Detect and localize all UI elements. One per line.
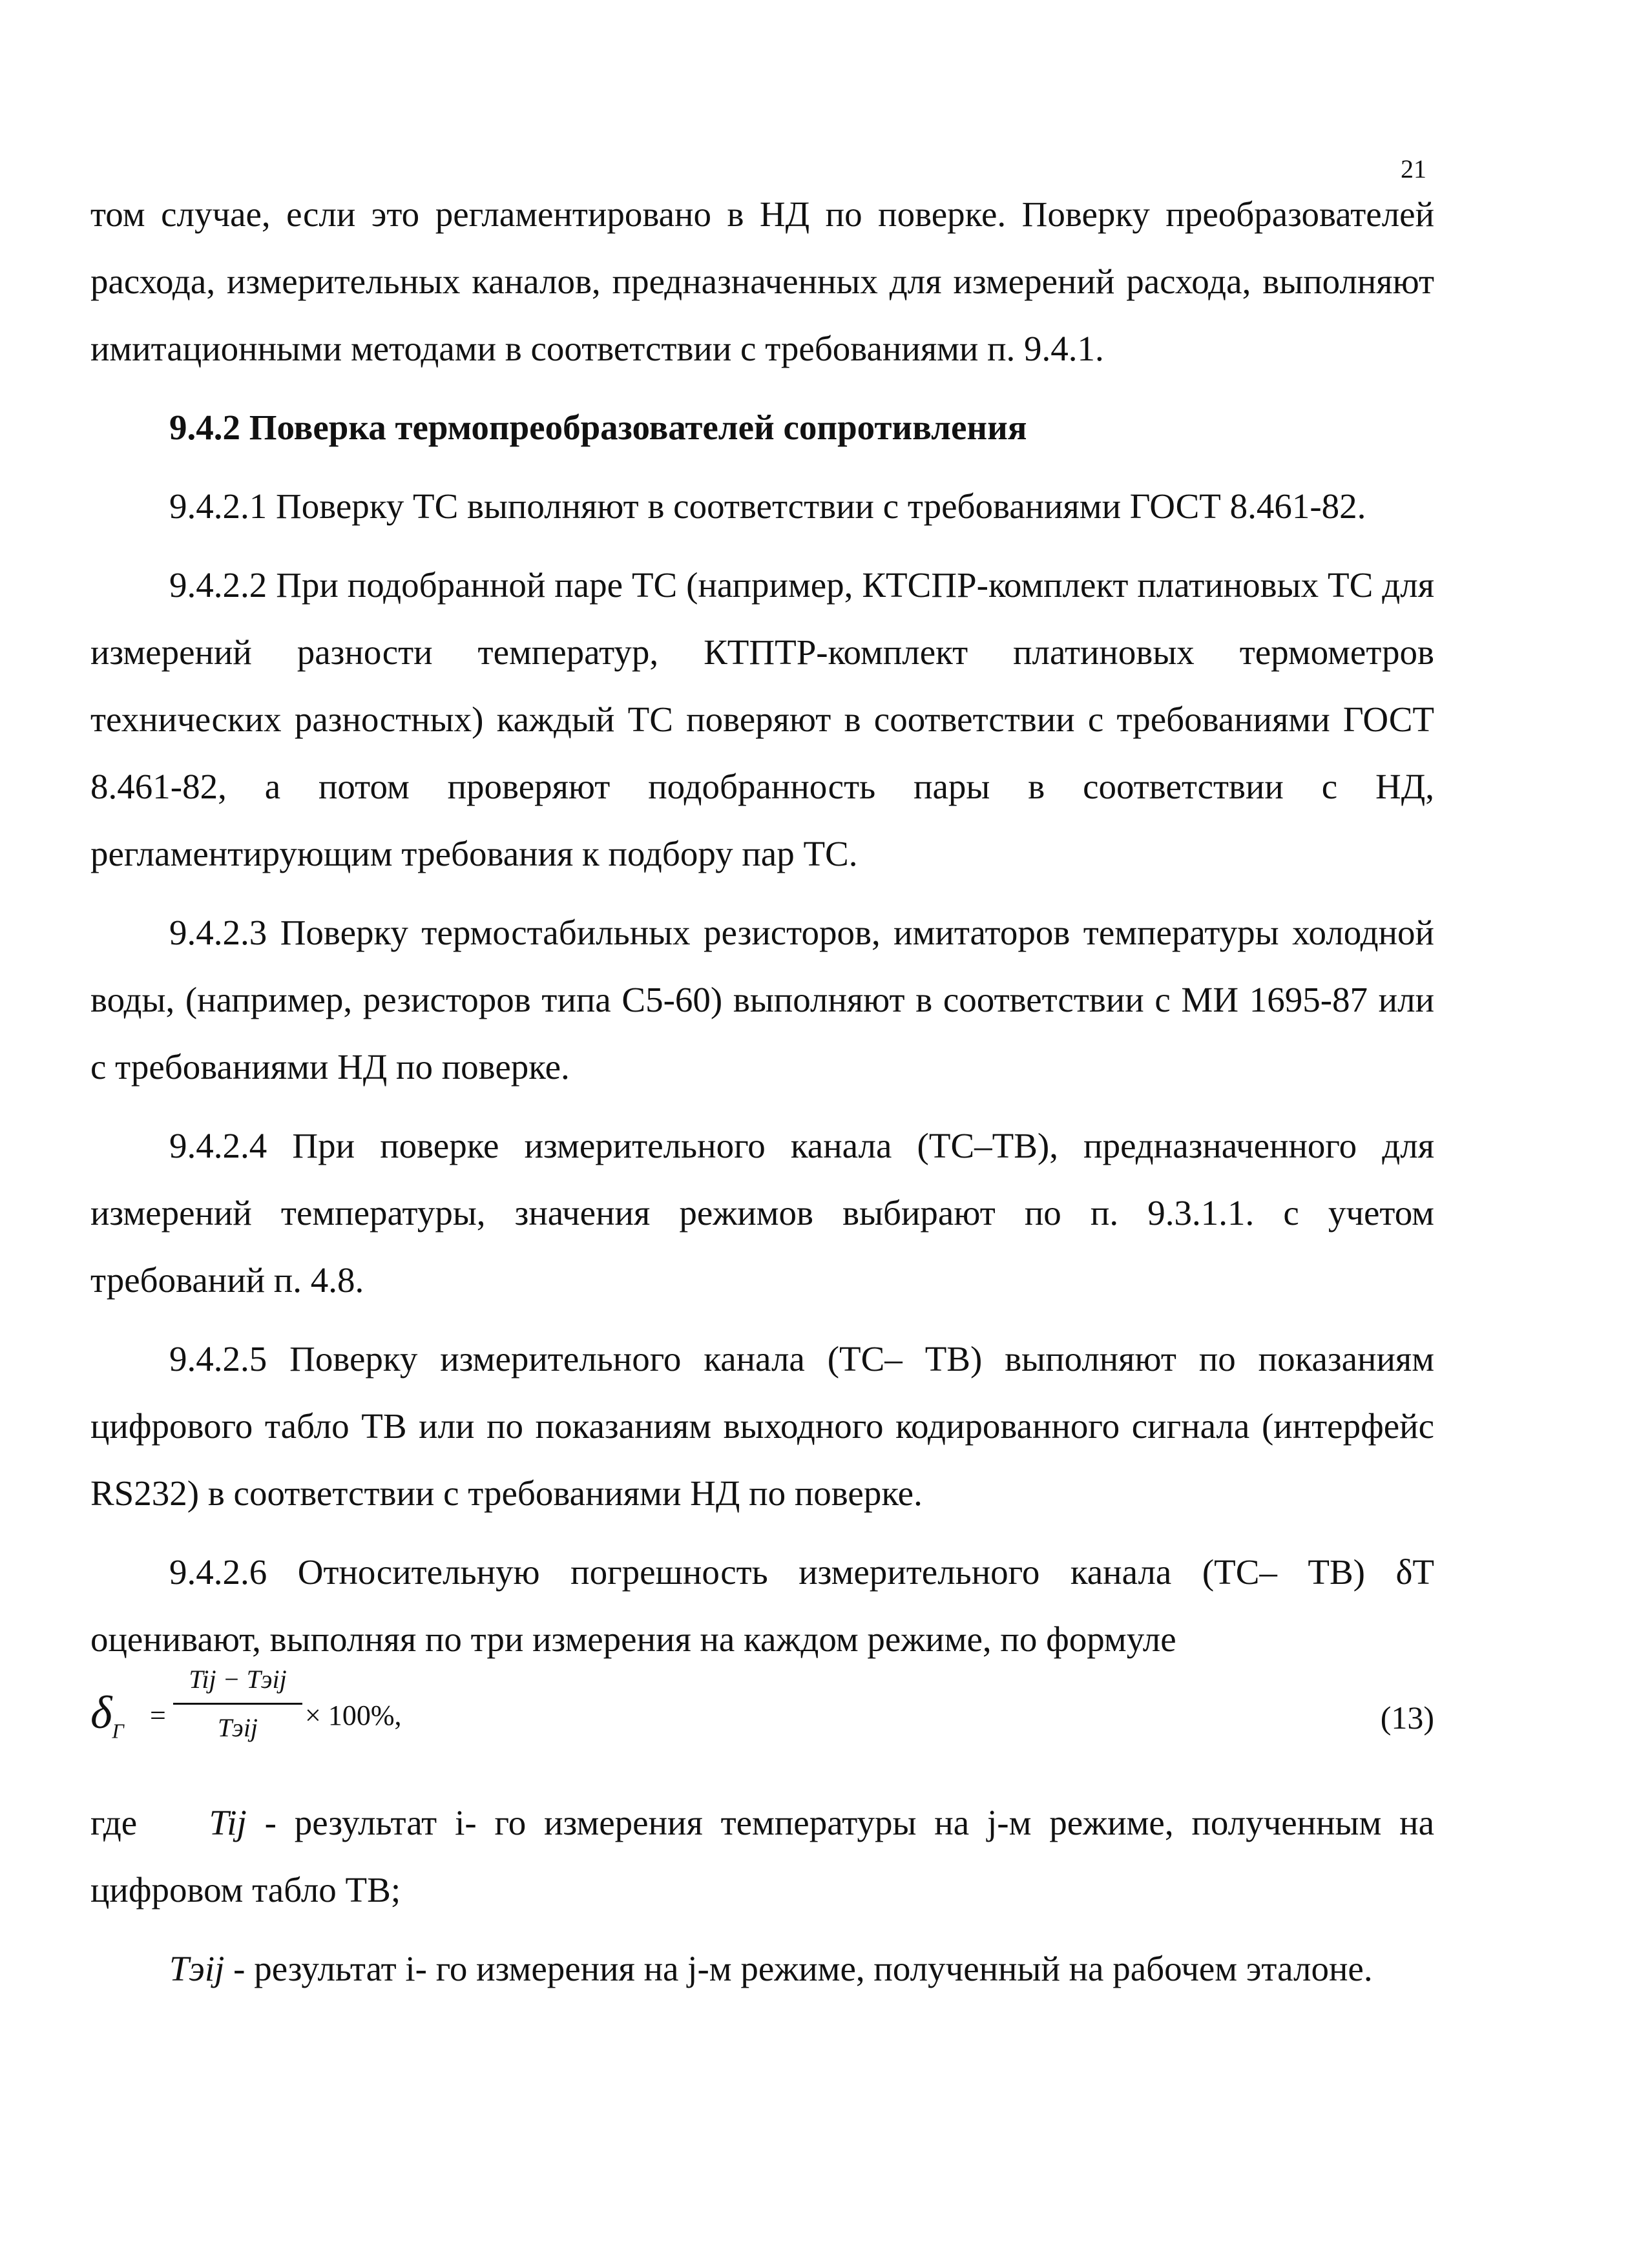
formula-13 xyxy=(90,1660,1434,1770)
paragraph-continuation: том случае, если это регламентировано в НД по поверке. Поверку преобразователей расхода, измерительных каналов, предназначенных для измерений расхода, выполняют имитационными методами в соответствии с требованиями п. 9.4.1. xyxy=(90,194,1434,368)
formula-equals: = xyxy=(150,1700,166,1731)
paragraph-9-4-2-5: 9.4.2.5 Поверку измерительного канала (ТС– ТВ) выполняют по показаниям цифрового табло ТВ или по показаниям выходного кодированного сигнала (интерфейс RS232) в соответствии с требованиями НД по поверке. xyxy=(90,1339,1434,1513)
paragraph-9-4-2-1: 9.4.2.1 Поверку ТС выполняют в соответствии с требованиями ГОСТ 8.461-82. xyxy=(169,486,1366,526)
formula-fraction xyxy=(173,1660,302,1747)
paragraph-9-4-2-4: 9.4.2.4 При поверке измерительного канала (ТС–ТВ), предназначенного для измерений температуры, значения режимов выбирают по п. 9.3.1.1. с учетом требований п. 4.8. xyxy=(90,1126,1434,1300)
body-text xyxy=(90,181,1434,1673)
paragraph-9-4-2-6: 9.4.2.6 Относительную погрешность измерительного канала (ТС– ТВ) δT оценивают, выполняя по три измерения на каждом режиме, по формуле xyxy=(90,1552,1434,1659)
section-heading-9-4-2: 9.4.2 Поверка термопреобразователей сопротивления xyxy=(169,408,1027,447)
definitions xyxy=(90,1789,1434,2003)
symbol-tij: Tij xyxy=(209,1803,247,1842)
formula-number: (13) xyxy=(1380,1700,1434,1736)
definition-tij: где Tij - результат i- го измерения температуры на j-м режиме, полученным на цифровом табло ТВ; xyxy=(90,1803,1434,1909)
paragraph-9-4-2-2: 9.4.2.2 При подобранной паре ТС (например, КТСПР-комплект платиновых ТС для измерений разности температур, КТПТР-комплект платиновых термометров технических разностных) каждый ТС поверяют в соответствии с требованиями ГОСТ 8.461-82, а потом проверяют подобранность пары в соответствии с НД, регламентирующим требования к подбору пар ТС. xyxy=(90,565,1434,873)
formula-denominator: Tэij xyxy=(217,1713,258,1742)
formula-multiplier: × 100%, xyxy=(305,1700,402,1731)
formula-numerator: Tij − Tэij xyxy=(189,1665,287,1694)
definition-teij: Tэij - результат i- го измерения на j-м режиме, полученный на рабочем эталоне. xyxy=(169,1949,1373,1988)
paragraph-9-4-2-3: 9.4.2.3 Поверку термостабильных резисторов, имитаторов температуры холодной воды, (например, резисторов типа С5-60) выполняют в соответствии с МИ 1695-87 или с требованиями НД по поверке. xyxy=(90,913,1434,1087)
formula-lhs: $\delta_Г$ xyxy=(90,1687,124,1743)
symbol-teij: Tэij xyxy=(169,1949,225,1988)
page-number: 21 xyxy=(1401,154,1426,183)
fraction-bar xyxy=(173,1703,302,1705)
